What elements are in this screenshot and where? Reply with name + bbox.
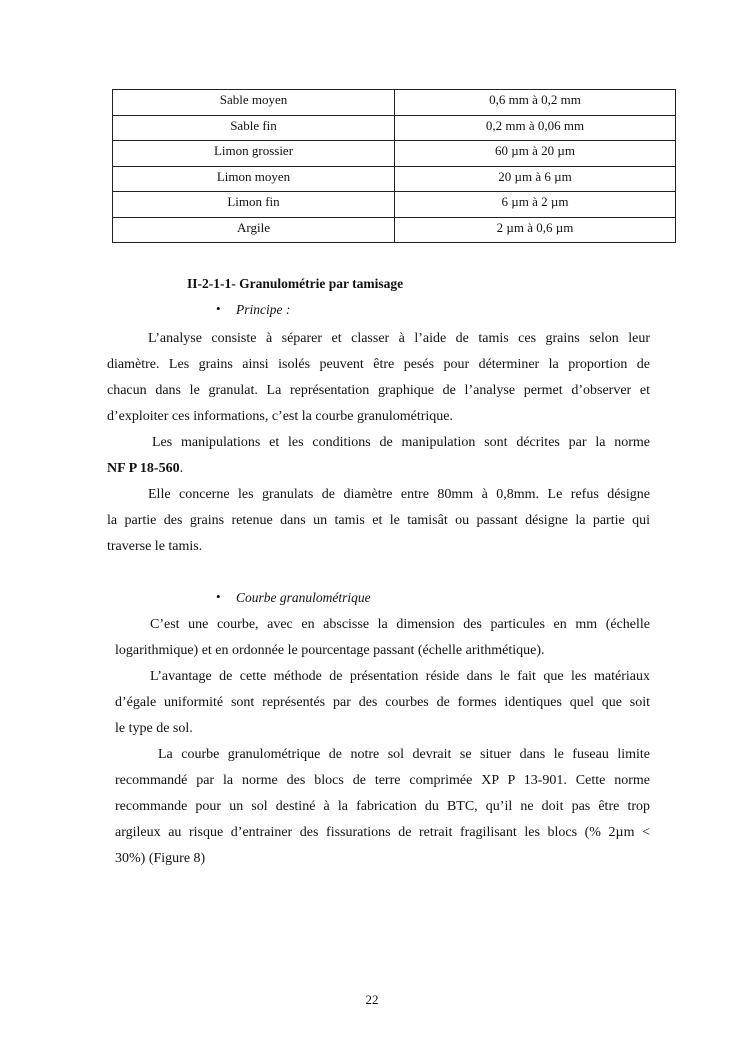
paragraph-line: Elle concerne les granulats de diamètre entre 80mm à 0,8mm. Le refus désigne xyxy=(148,487,650,502)
table-cell: 20 µm à 6 µm xyxy=(395,166,676,192)
paragraph-line: d’égale uniformité sont représentés par des courbes de formes identiques quel que soit xyxy=(115,695,650,710)
paragraph-line: La courbe granulométrique de notre sol devrait se situer dans le fuseau limite xyxy=(158,747,650,762)
grain-size-table xyxy=(112,89,676,243)
paragraph-line: diamètre. Les grains ainsi isolés peuvent être pesés pour déterminer la proportion de xyxy=(107,357,650,372)
paragraph-line: le type de sol. xyxy=(115,721,193,736)
paragraph-avantage xyxy=(115,664,650,742)
table-cell: 60 µm à 20 µm xyxy=(395,141,676,167)
bullet-principe xyxy=(216,301,291,318)
table-cell: Sable fin xyxy=(113,115,395,141)
bullet-dot-icon: • xyxy=(216,589,221,604)
norm-reference: NF P 18-560 xyxy=(107,461,180,476)
norm-period: . xyxy=(179,461,184,476)
bullet-courbe xyxy=(216,589,371,606)
paragraph-courbe xyxy=(115,612,650,664)
table-row xyxy=(113,115,676,141)
paragraph-line: Les manipulations et les conditions de manipulation sont décrites par la norme xyxy=(152,435,650,450)
paragraph-line: L’analyse consiste à séparer et classer à l’aide de tamis ces grains selon leur xyxy=(148,331,650,346)
paragraph-line: traverse le tamis. xyxy=(107,539,203,554)
paragraph-line: recommande pour un sol destiné à la fabrication du BTC, qu’il ne doit pas être trop xyxy=(115,799,650,814)
table-cell: 6 µm à 2 µm xyxy=(395,192,676,218)
page-number: 22 xyxy=(365,992,379,1007)
paragraph-line: logarithmique) et en ordonnée le pourcentage passant (échelle arithmétique). xyxy=(115,643,545,658)
paragraph-analyse xyxy=(107,326,650,430)
paragraph-line: L’avantage de cette méthode de présentation réside dans le fait que les matériaux xyxy=(150,669,650,684)
paragraph-line: la partie des grains retenue dans un tamis et le tamisât ou passant désigne la partie qui xyxy=(107,513,650,528)
paragraph-line xyxy=(107,456,650,482)
paragraph-line: chacun dans le granulat. La représentation graphique de l’analyse permet d’observer et xyxy=(107,383,650,398)
table-cell: 0,2 mm à 0,06 mm xyxy=(395,115,676,141)
table-cell: Argile xyxy=(113,217,395,243)
bullet-label: Courbe granulométrique xyxy=(236,590,371,605)
table-cell: Limon fin xyxy=(113,192,395,218)
table-row xyxy=(113,217,676,243)
paragraph-line: d’exploiter ces informations, c’est la courbe granulométrique. xyxy=(107,409,453,424)
bullet-dot-icon: • xyxy=(216,301,221,316)
table-row xyxy=(113,192,676,218)
table-row xyxy=(113,90,676,116)
paragraph-line: 30%) (Figure 8) xyxy=(115,851,206,866)
section-heading: II-2-1-1- Granulométrie par tamisage xyxy=(187,276,404,291)
paragraph-line: C’est une courbe, avec en abscisse la dimension des particules en mm (échelle xyxy=(150,617,650,632)
table-cell: Limon moyen xyxy=(113,166,395,192)
paragraph-norme xyxy=(107,430,650,482)
paragraph-fuseau xyxy=(115,742,650,872)
table-cell: Limon grossier xyxy=(113,141,395,167)
table-cell: 2 µm à 0,6 µm xyxy=(395,217,676,243)
table-cell: 0,6 mm à 0,2 mm xyxy=(395,90,676,116)
table-row xyxy=(113,166,676,192)
paragraph-line: argileux au risque d’entrainer des fissurations de retrait fragilisant les blocs (% 2µm < xyxy=(115,825,650,840)
paragraph-refus xyxy=(107,482,650,560)
bullet-label: Principe : xyxy=(236,302,291,317)
table-cell: Sable moyen xyxy=(113,90,395,116)
paragraph-line: recommandé par la norme des blocs de terre comprimée XP P 13-901. Cette norme xyxy=(115,773,650,788)
table-row xyxy=(113,141,676,167)
